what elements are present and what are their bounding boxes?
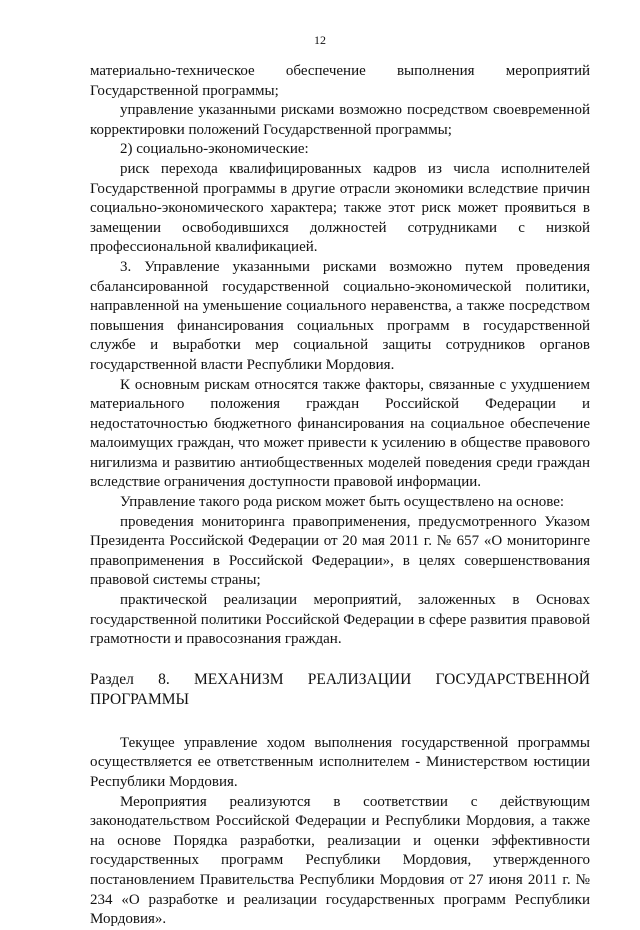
paragraph-current-management: Текущее управление ходом выполнения государственной программы осуществляется ее ответственным исполнителем - Министерством юстиции Республики Мордовия. (90, 734, 590, 790)
page-number: 12 (314, 33, 326, 47)
section-heading-line2: ПРОГРАММЫ (90, 690, 190, 708)
paragraph-material-support: материально-техническое обеспечение выполнения мероприятий Государственной программы; (90, 63, 590, 99)
paragraph-risk-management-correction: управление указанными рисками возможно посредством своевременной корректировки положений Государственной программы; (90, 102, 590, 138)
paragraph-measures-implementation: Мероприятия реализуются в соответствии с действующим законодательством Российской Федерации и Республики Мордовия, а также на основе Порядка разработки, реализации и оценки эффективности государственных программ Республики Мордовия, утвержденного постановлением Правительства Республики Мордовия от 27 июня 2011 г. № 234 «О разработке и реализации государственных программ Республики Мордовия». (90, 793, 590, 928)
paragraph-socio-economic-heading: 2) социально-экономические: (120, 141, 309, 158)
document-body (90, 62, 590, 930)
paragraph-monitoring: проведения мониторинга правоприменения, предусмотренного Указом Президента Российской Федерации от 20 мая 2011 г. № 657 «О мониторинге правоприменения в Российской Федерации», в целях совершенствования правовой системы страны; (90, 513, 590, 589)
paragraph-risk-basis: Управление такого рода риском может быть осуществлено на основе: (120, 494, 565, 511)
section-spacer (90, 710, 590, 734)
paragraph-main-risks: К основным рискам относятся также факторы, связанные с ухудшением материального положения граждан Российской Федерации и недостаточностью бюджетного финансирования на социальное обеспечение малоимущих граждан, что может привести к усилению в обществе правового нигилизма и развитию антиобщественных моделей поведения среди граждан вследствие ограничения доступности правовой информации. (90, 376, 590, 491)
paragraph-staff-transition-risk: риск перехода квалифицированных кадров из числа исполнителей Государственной программы в другие отрасли экономики вследствие причин социально-экономического характера; также этот риск может проявиться в замещении освободившихся должностей сотрудниками с низкой профессиональной квалификацией. (90, 160, 590, 256)
paragraph-balanced-policy: 3. Управление указанными рисками возможно путем проведения сбалансированной государственной социально-экономической политики, направленной на уменьшение социального неравенства, а также посредством повышения финансирования социальных программ в государственной службе и выработки мер социальной защиты сотрудников органов государственной власти Республики Мордовия. (90, 258, 590, 373)
section-heading-line1: Раздел 8. МЕХАНИЗМ РЕАЛИЗАЦИИ ГОСУДАРСТВЕННОЙ (90, 670, 590, 688)
paragraph-practical-implementation: практической реализации мероприятий, заложенных в Основах государственной политики Российской Федерации в сфере развития правовой грамотности и правосознания граждан. (90, 592, 590, 648)
